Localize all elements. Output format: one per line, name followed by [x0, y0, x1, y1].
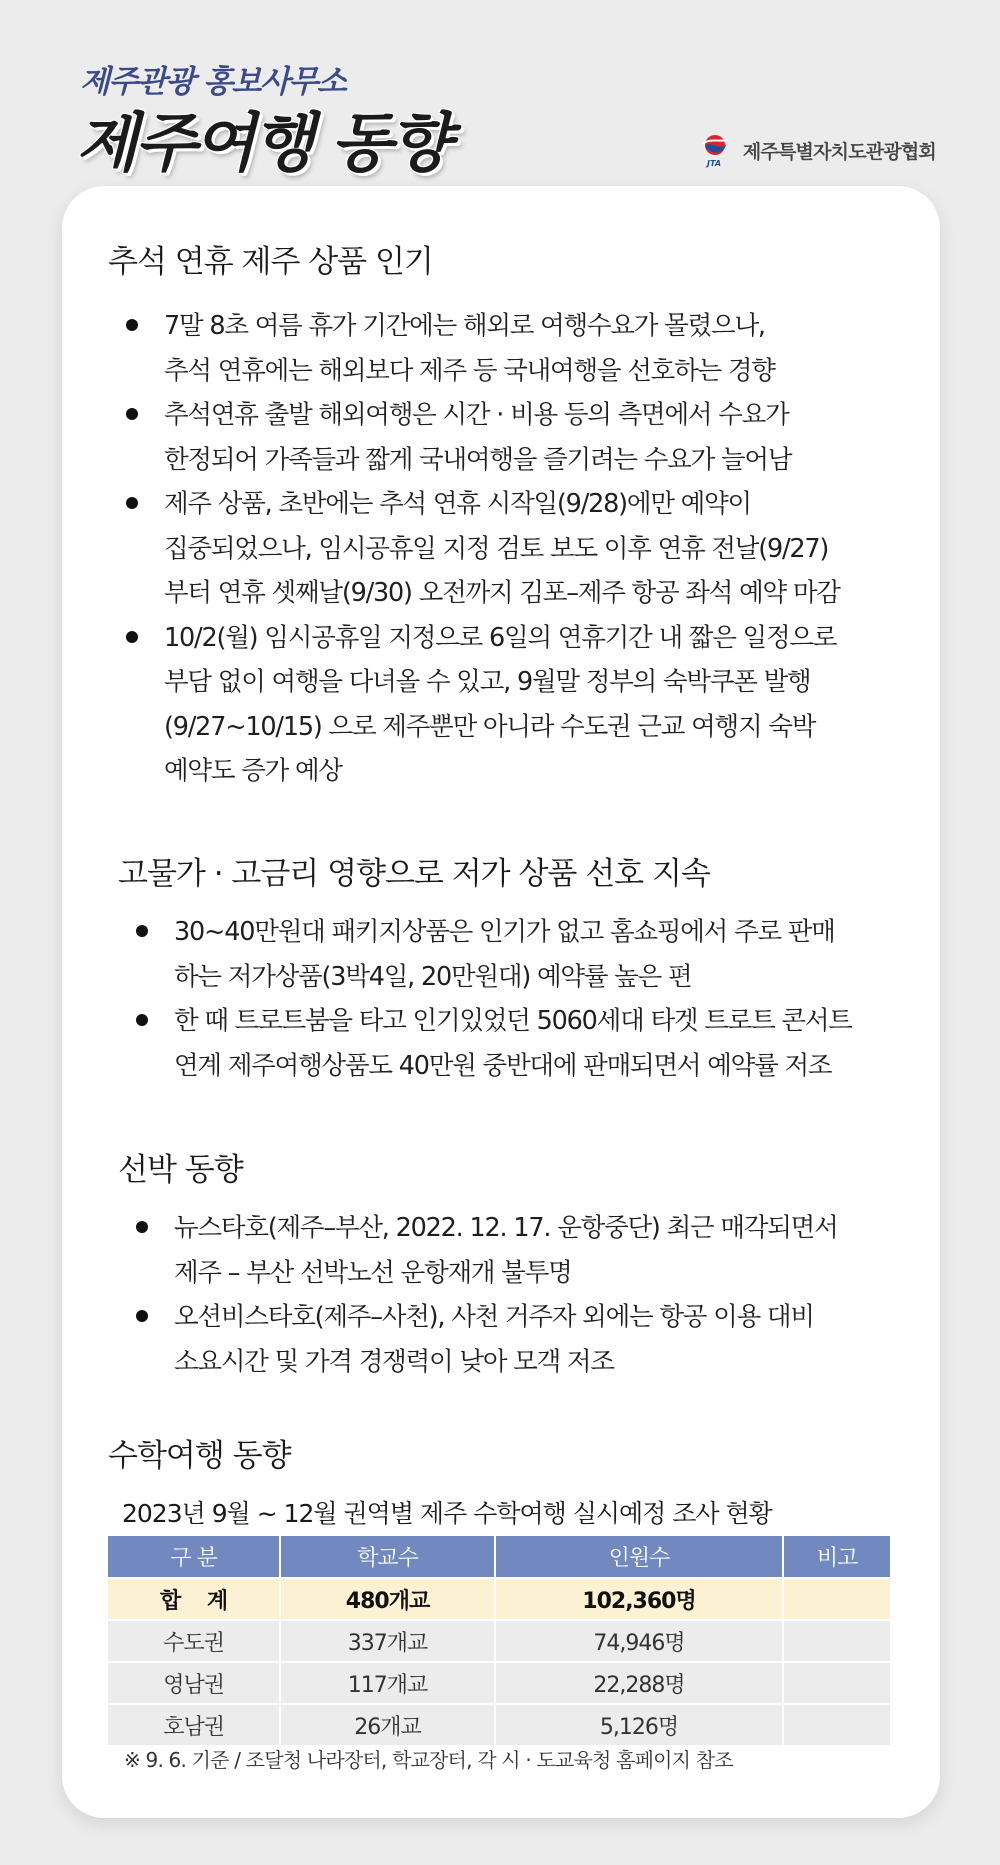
table-row-total — [108, 1578, 890, 1620]
list-item: 한 때 트로트붐을 타고 인기있었던 5060세대 타겟 트로트 콘서트 연계 제주여행상품도 40만원 중반대에 판매되면서 예약률 저조 — [134, 999, 852, 1088]
page-title: 제주여행 동향 — [76, 107, 449, 181]
table-header-row — [108, 1536, 890, 1578]
jta-logo-icon — [699, 132, 735, 168]
table-cell: 호남권 — [108, 1704, 280, 1745]
svg-text:JTA: JTA — [706, 159, 721, 168]
table-row — [108, 1704, 890, 1745]
table-cell — [783, 1704, 890, 1745]
bullet-list-chuseok — [124, 304, 840, 794]
header-subtitle: 제주관광 홍보사무소 — [80, 64, 346, 100]
column-header: 비고 — [783, 1536, 890, 1578]
bullet-list-low-price — [134, 910, 852, 1088]
list-item: 추석연휴 출발 해외여행은 시간 · 비용 등의 측면에서 수요가 한정되어 가족들과 짧게 국내여행을 즐기려는 수요가 늘어남 — [124, 393, 840, 482]
table-cell: 5,126명 — [495, 1704, 783, 1745]
table-cell: 337개교 — [280, 1620, 495, 1662]
section-title-low-price: 고물가 · 고금리 영향으로 저가 상품 선호 지속 — [118, 856, 710, 892]
table-cell: 26개교 — [280, 1704, 495, 1745]
table-cell — [783, 1620, 890, 1662]
table-cell: 74,946명 — [495, 1620, 783, 1662]
list-item: 10/2(월) 임시공휴일 지정으로 6일의 연휴기간 내 짧은 일정으로 부담 없이 여행을 다녀올 수 있고, 9월말 정부의 숙박쿠폰 발행 (9/27~10/15) 으로 제주뿐만 아니라 수도권 근교 여행지 숙박 예약도 증가 예상 — [124, 616, 840, 794]
table-cell: 22,288명 — [495, 1662, 783, 1704]
column-header: 구 분 — [108, 1536, 280, 1578]
table-cell: 수도권 — [108, 1620, 280, 1662]
table-cell — [783, 1662, 890, 1704]
org-name: 제주특별자치도관광협회 — [742, 140, 936, 163]
table-cell: 영남권 — [108, 1662, 280, 1704]
section-title-chuseok: 추석 연휴 제주 상품 인기 — [108, 244, 433, 280]
table-row — [108, 1620, 890, 1662]
list-item: 30~40만원대 패키지상품은 인기가 없고 홈쇼핑에서 주로 판매 하는 저가상품(3박4일, 20만원대) 예약률 높은 편 — [134, 910, 852, 999]
column-header: 인원수 — [495, 1536, 783, 1578]
list-item: 오션비스타호(제주–사천), 사천 거주자 외에는 항공 이용 대비 소요시간 및 가격 경쟁력이 낮아 모객 저조 — [134, 1295, 838, 1384]
table-caption: 2023년 9월 ~ 12월 권역별 제주 수학여행 실시예정 조사 현황 — [122, 1499, 772, 1528]
table-cell — [783, 1578, 890, 1620]
section-title-ship: 선박 동향 — [118, 1152, 243, 1188]
footnote: ※ 9. 6. 기준 / 조달청 나라장터, 학교장터, 각 시 · 도교육청 홈페이지 참조 — [124, 1748, 733, 1772]
org-branding — [699, 132, 936, 168]
table-cell: 480개교 — [280, 1578, 495, 1620]
table-cell: 합 계 — [108, 1578, 280, 1620]
list-item: 제주 상품, 초반에는 추석 연휴 시작일(9/28)에만 예약이 집중되었으나, 임시공휴일 지정 검토 보도 이후 연휴 전날(9/27) 부터 연휴 셋째날(9/30) 오전까지 김포–제주 항공 좌석 예약 마감 — [124, 482, 840, 616]
table-cell: 117개교 — [280, 1662, 495, 1704]
column-header: 학교수 — [280, 1536, 495, 1578]
list-item: 7말 8초 여름 휴가 기간에는 해외로 여행수요가 몰렸으나, 추석 연휴에는 해외보다 제주 등 국내여행을 선호하는 경향 — [124, 304, 840, 393]
school-trip-table — [108, 1536, 890, 1745]
section-title-school-trip: 수학여행 동향 — [108, 1438, 291, 1474]
table-row — [108, 1662, 890, 1704]
list-item: 뉴스타호(제주–부산, 2022. 12. 17. 운항중단) 최근 매각되면서 제주 – 부산 선박노선 운항재개 불투명 — [134, 1206, 838, 1295]
table-cell: 102,360명 — [495, 1578, 783, 1620]
bullet-list-ship — [134, 1206, 838, 1384]
